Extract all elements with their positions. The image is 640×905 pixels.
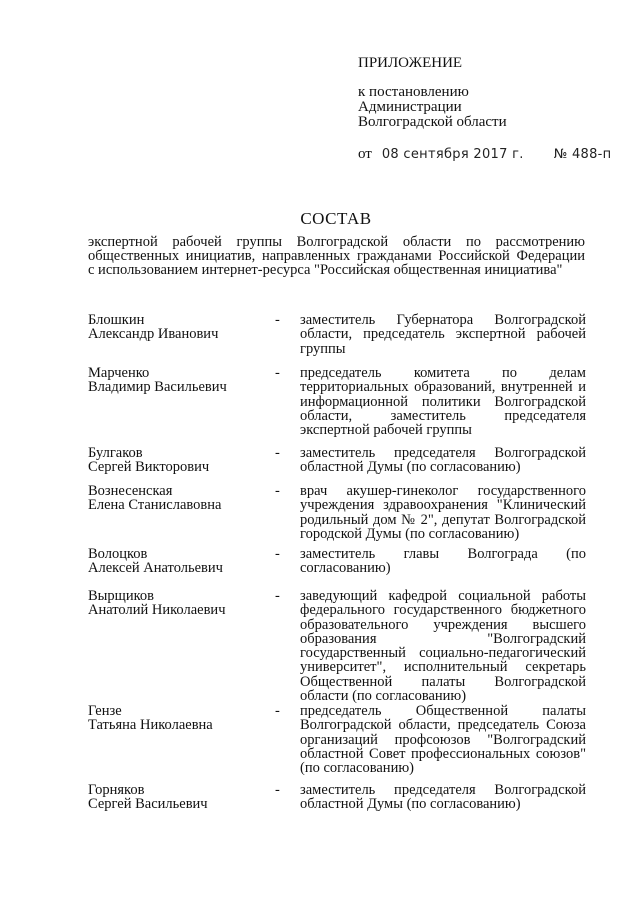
subheading-line-2: общественных инициатив, направленных гражданами Российской Федерации <box>88 248 585 264</box>
document-heading: СОСТАВ <box>300 209 372 228</box>
member-role: заведующий кафедрой социальной работы федерального государственного бюджетного образовательного учреждения высшего образования "Волгоградский государственный социально-педагогический университет", исполнительный секретарь Общественной палаты Волгоградской области (по согласованию) <box>300 588 586 705</box>
member-role: председатель комитета по делам территориальных образований, внутренней и информационной политики Волгоградской области, заместитель председателя экспертной рабочей группы <box>300 365 586 439</box>
document-number: № 488-п <box>553 147 612 162</box>
member-role: председатель Общественной палаты Волгоградской области, председатель Союза организаций профсоюзов "Волгоградский областной Совет профессиональных союзов" (по согласованию) <box>300 703 586 777</box>
member-surname: Вознесенская <box>88 483 173 499</box>
member-surname: Вырщиков <box>88 588 154 604</box>
member-dash: - <box>275 483 280 499</box>
appendix-title: ПРИЛОЖЕНИЕ <box>358 55 463 71</box>
appendix-line-3: Волгоградской области <box>358 114 507 130</box>
member-dash: - <box>275 546 280 562</box>
member-surname: Марченко <box>88 365 150 381</box>
member-dash: - <box>275 782 280 798</box>
member-surname: Блошкин <box>88 312 145 328</box>
member-name <box>88 313 278 342</box>
member-dash: - <box>275 445 280 461</box>
member-role: заместитель Губернатора Волгоградской области, председатель экспертной рабочей группы <box>300 312 586 357</box>
member-given-name: Александр Иванович <box>88 326 219 343</box>
member-given-name: Владимир Васильевич <box>88 379 227 396</box>
member-name <box>88 547 278 576</box>
member-name <box>88 446 278 475</box>
member-surname: Булгаков <box>88 445 143 461</box>
member-role: заместитель председателя Волгоградской областной Думы (по согласованию) <box>300 445 586 476</box>
member-given-name: Сергей Васильевич <box>88 796 208 813</box>
date-value: 08 сентября 2017 г. <box>381 147 524 162</box>
appendix-line-2: Администрации <box>358 99 462 115</box>
member-surname: Волоцков <box>88 546 148 562</box>
member-dash: - <box>275 703 280 719</box>
member-given-name: Елена Станиславовна <box>88 497 222 514</box>
member-role: врач акушер-гинеколог государственного учреждения здравоохранения "Клинический родильный дом № 2", депутат Волгоградской городской Думы (по согласованию) <box>300 483 586 542</box>
subheading-line-1: экспертной рабочей группы Волгоградской области по рассмотрению <box>88 234 585 250</box>
member-dash: - <box>275 365 280 381</box>
subheading-line-3: с использованием интернет-ресурса "Российская общественная инициатива" <box>88 262 563 278</box>
member-name <box>88 704 278 733</box>
member-dash: - <box>275 312 280 328</box>
appendix-block <box>358 56 611 162</box>
member-surname: Гензе <box>88 703 122 719</box>
appendix-line-1: к постановлению <box>358 84 469 100</box>
member-given-name: Татьяна Николаевна <box>88 717 213 734</box>
member-name <box>88 366 278 395</box>
member-given-name: Алексей Анатольевич <box>88 560 223 577</box>
member-given-name: Сергей Викторович <box>88 459 210 476</box>
date-prefix: от <box>358 146 372 162</box>
document-subheading <box>88 235 585 277</box>
member-name <box>88 589 278 618</box>
member-surname: Горняков <box>88 782 145 798</box>
member-name <box>88 783 278 812</box>
member-dash: - <box>275 588 280 604</box>
member-name <box>88 484 278 513</box>
member-role: заместитель председателя Волгоградской областной Думы (по согласованию) <box>300 782 586 813</box>
member-role: заместитель главы Волгограда (по согласованию) <box>300 546 586 577</box>
member-given-name: Анатолий Николаевич <box>88 602 226 619</box>
appendix-date-row <box>358 147 611 162</box>
